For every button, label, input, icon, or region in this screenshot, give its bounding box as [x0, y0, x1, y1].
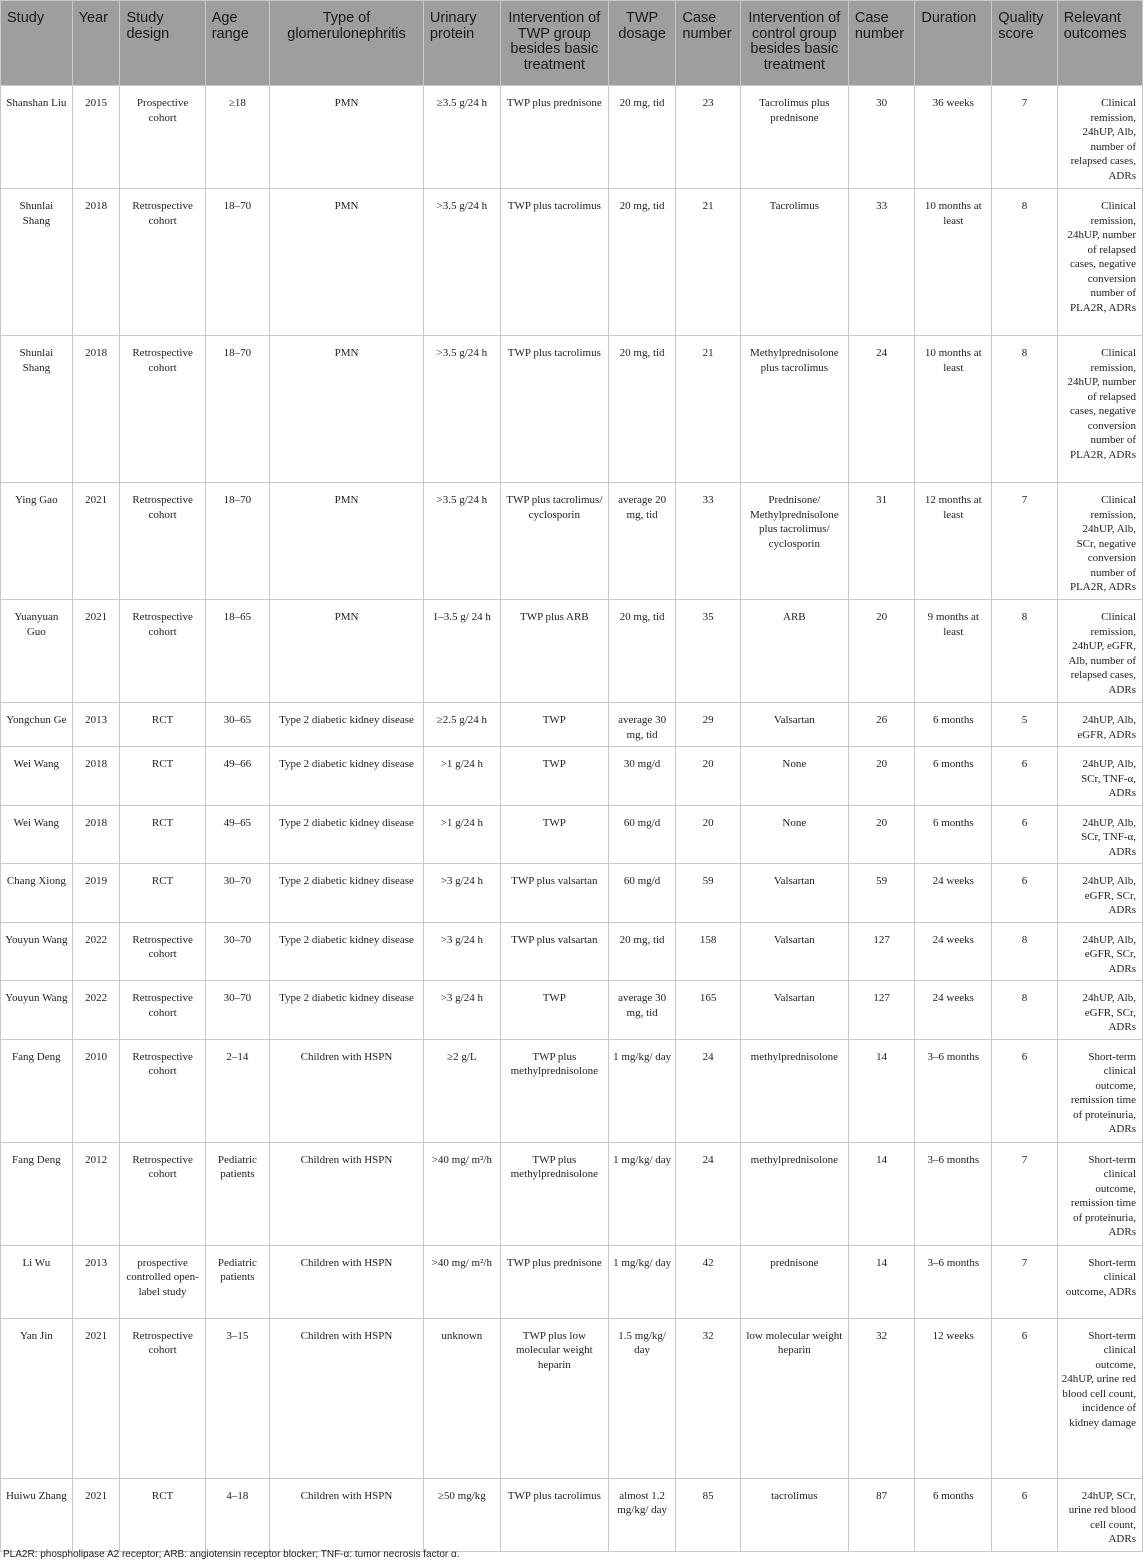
cell-age-range: 18–70 [205, 336, 269, 483]
cell-control-case-number: 14 [848, 1245, 915, 1318]
cell-control-case-number: 127 [848, 922, 915, 981]
cell-control-intervention: Valsartan [740, 922, 848, 981]
cell-duration: 12 months at least [915, 483, 992, 600]
cell-urinary-protein: 1–3.5 g/ 24 h [423, 600, 500, 703]
cell-duration: 6 months [915, 703, 992, 747]
cell-study: Fang Deng [1, 1039, 73, 1142]
cell-study-design: Retrospective cohort [120, 1039, 205, 1142]
cell-study-design: RCT [120, 1478, 205, 1551]
cell-age-range: 2–14 [205, 1039, 269, 1142]
cell-twp-dosage: 60 mg/d [608, 864, 676, 923]
cell-relevant-outcomes: 24hUP, Alb, SCr, TNF-α, ADRs [1057, 747, 1142, 806]
table-row [1, 922, 1143, 981]
cell-twp-case-number: 23 [676, 86, 740, 189]
cell-control-case-number: 14 [848, 1142, 915, 1245]
cell-relevant-outcomes: 24hUP, Alb, eGFR, SCr, ADRs [1057, 922, 1142, 981]
cell-duration: 6 months [915, 805, 992, 864]
cell-glomerulonephritis-type: Children with HSPN [270, 1142, 424, 1245]
cell-control-intervention: None [740, 805, 848, 864]
cell-study: Wei Wang [1, 747, 73, 806]
cell-twp-case-number: 158 [676, 922, 740, 981]
cell-urinary-protein: ≥3.5 g/24 h [423, 86, 500, 189]
cell-twp-intervention: TWP [500, 747, 608, 806]
cell-study-design: Retrospective cohort [120, 189, 205, 336]
cell-relevant-outcomes: 24hUP, Alb, eGFR, ADRs [1057, 703, 1142, 747]
table-row [1, 864, 1143, 923]
cell-control-intervention: Valsartan [740, 981, 848, 1040]
cell-quality-score: 7 [992, 86, 1057, 189]
cell-control-case-number: 87 [848, 1478, 915, 1551]
cell-relevant-outcomes: Short-term clinical outcome, remission time of proteinuria, ADRs [1057, 1039, 1142, 1142]
cell-duration: 9 months at least [915, 600, 992, 703]
cell-study-design: Retrospective cohort [120, 981, 205, 1040]
cell-twp-intervention: TWP plus tacrolimus [500, 336, 608, 483]
cell-year: 2021 [72, 600, 120, 703]
cell-twp-intervention: TWP plus prednisone [500, 86, 608, 189]
cell-study-design: RCT [120, 703, 205, 747]
cell-control-intervention: Prednisone/ Methylprednisolone plus tacrolimus/ cyclosporin [740, 483, 848, 600]
cell-twp-intervention: TWP plus tacrolimus/ cyclosporin [500, 483, 608, 600]
cell-glomerulonephritis-type: Type 2 diabetic kidney disease [270, 922, 424, 981]
cell-twp-case-number: 24 [676, 1039, 740, 1142]
cell-twp-dosage: almost 1.2 mg/kg/ day [608, 1478, 676, 1551]
cell-control-case-number: 32 [848, 1318, 915, 1478]
cell-urinary-protein: ≥2.5 g/24 h [423, 703, 500, 747]
cell-twp-dosage: 1 mg/kg/ day [608, 1142, 676, 1245]
cell-twp-intervention: TWP [500, 805, 608, 864]
cell-control-case-number: 24 [848, 336, 915, 483]
cell-twp-case-number: 85 [676, 1478, 740, 1551]
cell-twp-intervention: TWP plus tacrolimus [500, 189, 608, 336]
cell-quality-score: 5 [992, 703, 1057, 747]
cell-duration: 24 weeks [915, 922, 992, 981]
cell-control-case-number: 26 [848, 703, 915, 747]
cell-glomerulonephritis-type: Children with HSPN [270, 1318, 424, 1478]
table-row [1, 600, 1143, 703]
cell-quality-score: 8 [992, 189, 1057, 336]
cell-year: 2019 [72, 864, 120, 923]
cell-relevant-outcomes: Clinical remission, 24hUP, Alb, SCr, negative conversion number of PLA2R, ADRs [1057, 483, 1142, 600]
cell-duration: 24 weeks [915, 864, 992, 923]
cell-control-intervention: Valsartan [740, 864, 848, 923]
cell-year: 2021 [72, 483, 120, 600]
cell-control-intervention: None [740, 747, 848, 806]
cell-twp-intervention: TWP [500, 703, 608, 747]
cell-study-design: Retrospective cohort [120, 600, 205, 703]
header-twp-case-number: Case number [676, 1, 740, 86]
cell-study-design: Retrospective cohort [120, 483, 205, 600]
cell-twp-case-number: 33 [676, 483, 740, 600]
cell-relevant-outcomes: Short-term clinical outcome, 24hUP, urine red blood cell count, incidence of kidney damage [1057, 1318, 1142, 1478]
cell-twp-dosage: average 30 mg, tid [608, 981, 676, 1040]
header-study: Study [1, 1, 73, 86]
cell-quality-score: 8 [992, 600, 1057, 703]
cell-duration: 24 weeks [915, 981, 992, 1040]
cell-duration: 3–6 months [915, 1245, 992, 1318]
cell-study-design: RCT [120, 805, 205, 864]
cell-year: 2018 [72, 189, 120, 336]
cell-year: 2013 [72, 703, 120, 747]
cell-relevant-outcomes: Clinical remission, 24hUP, number of relapsed cases, negative conversion number of PLA2R, ADRs [1057, 189, 1142, 336]
cell-year: 2022 [72, 922, 120, 981]
table-header [1, 1, 1143, 86]
cell-relevant-outcomes: Clinical remission, 24hUP, Alb, number of relapsed cases, ADRs [1057, 86, 1142, 189]
cell-twp-case-number: 32 [676, 1318, 740, 1478]
cell-relevant-outcomes: Short-term clinical outcome, remission time of proteinuria, ADRs [1057, 1142, 1142, 1245]
table-row [1, 86, 1143, 189]
cell-study-design: RCT [120, 864, 205, 923]
cell-relevant-outcomes: Clinical remission, 24hUP, number of relapsed cases, negative conversion number of PLA2R, ADRs [1057, 336, 1142, 483]
cell-urinary-protein: >40 mg/ m²/h [423, 1142, 500, 1245]
cell-glomerulonephritis-type: PMN [270, 86, 424, 189]
cell-twp-intervention: TWP plus valsartan [500, 864, 608, 923]
cell-age-range: 18–70 [205, 189, 269, 336]
cell-relevant-outcomes: 24hUP, Alb, eGFR, SCr, ADRs [1057, 864, 1142, 923]
cell-twp-dosage: 1.5 mg/kg/ day [608, 1318, 676, 1478]
cell-urinary-protein: >3 g/24 h [423, 864, 500, 923]
cell-study: Huiwu Zhang [1, 1478, 73, 1551]
cell-control-intervention: Valsartan [740, 703, 848, 747]
cell-twp-dosage: 30 mg/d [608, 747, 676, 806]
cell-age-range: 18–70 [205, 483, 269, 600]
cell-quality-score: 7 [992, 1142, 1057, 1245]
cell-twp-case-number: 21 [676, 336, 740, 483]
cell-twp-intervention: TWP plus methylprednisolone [500, 1039, 608, 1142]
cell-quality-score: 8 [992, 922, 1057, 981]
cell-quality-score: 6 [992, 747, 1057, 806]
table-body [1, 86, 1143, 1552]
cell-year: 2018 [72, 747, 120, 806]
cell-twp-intervention: TWP plus methylprednisolone [500, 1142, 608, 1245]
cell-year: 2010 [72, 1039, 120, 1142]
cell-relevant-outcomes: Clinical remission, 24hUP, eGFR, Alb, number of relapsed cases, ADRs [1057, 600, 1142, 703]
header-study-design: Study design [120, 1, 205, 86]
cell-duration: 3–6 months [915, 1142, 992, 1245]
cell-control-case-number: 20 [848, 747, 915, 806]
cell-urinary-protein: >3 g/24 h [423, 981, 500, 1040]
cell-glomerulonephritis-type: Children with HSPN [270, 1039, 424, 1142]
cell-age-range: 30–70 [205, 864, 269, 923]
cell-control-case-number: 30 [848, 86, 915, 189]
cell-twp-case-number: 24 [676, 1142, 740, 1245]
table-row [1, 483, 1143, 600]
cell-quality-score: 6 [992, 864, 1057, 923]
cell-twp-intervention: TWP [500, 981, 608, 1040]
cell-twp-intervention: TWP plus tacrolimus [500, 1478, 608, 1551]
cell-twp-dosage: 20 mg, tid [608, 86, 676, 189]
header-control-case-number: Case number [848, 1, 915, 86]
cell-control-intervention: Methylprednisolone plus tacrolimus [740, 336, 848, 483]
cell-age-range: ≥18 [205, 86, 269, 189]
cell-twp-intervention: TWP plus low molecular weight heparin [500, 1318, 608, 1478]
header-glomerulonephritis-type: Type of glomerulonephritis [270, 1, 424, 86]
cell-quality-score: 7 [992, 483, 1057, 600]
cell-age-range: Pediatric patients [205, 1142, 269, 1245]
cell-year: 2021 [72, 1478, 120, 1551]
cell-twp-dosage: 20 mg, tid [608, 600, 676, 703]
cell-twp-case-number: 42 [676, 1245, 740, 1318]
cell-study: Shunlai Shang [1, 189, 73, 336]
table-row [1, 1039, 1143, 1142]
header-control-intervention: Intervention of control group besides basic treatment [740, 1, 848, 86]
cell-relevant-outcomes: 24hUP, Alb, SCr, TNF-α, ADRs [1057, 805, 1142, 864]
cell-twp-dosage: 1 mg/kg/ day [608, 1245, 676, 1318]
cell-twp-dosage: 20 mg, tid [608, 189, 676, 336]
cell-year: 2021 [72, 1318, 120, 1478]
cell-duration: 10 months at least [915, 189, 992, 336]
cell-relevant-outcomes: 24hUP, SCr, urine red blood cell count, ADRs [1057, 1478, 1142, 1551]
cell-duration: 6 months [915, 1478, 992, 1551]
cell-study: Yuanyuan Guo [1, 600, 73, 703]
table-row [1, 1478, 1143, 1551]
cell-twp-case-number: 59 [676, 864, 740, 923]
cell-twp-case-number: 165 [676, 981, 740, 1040]
cell-control-intervention: ARB [740, 600, 848, 703]
cell-year: 2015 [72, 86, 120, 189]
cell-study: Wei Wang [1, 805, 73, 864]
cell-study-design: Retrospective cohort [120, 1142, 205, 1245]
cell-age-range: Pediatric patients [205, 1245, 269, 1318]
cell-study-design: Retrospective cohort [120, 922, 205, 981]
cell-twp-case-number: 29 [676, 703, 740, 747]
cell-age-range: 49–66 [205, 747, 269, 806]
cell-control-intervention: methylprednisolone [740, 1142, 848, 1245]
cell-age-range: 30–70 [205, 922, 269, 981]
cell-urinary-protein: >3.5 g/24 h [423, 336, 500, 483]
cell-study-design: Retrospective cohort [120, 1318, 205, 1478]
cell-quality-score: 6 [992, 1478, 1057, 1551]
cell-quality-score: 6 [992, 805, 1057, 864]
cell-year: 2012 [72, 1142, 120, 1245]
table-row [1, 1245, 1143, 1318]
cell-glomerulonephritis-type: PMN [270, 600, 424, 703]
cell-duration: 6 months [915, 747, 992, 806]
cell-control-case-number: 127 [848, 981, 915, 1040]
cell-glomerulonephritis-type: Type 2 diabetic kidney disease [270, 703, 424, 747]
header-urinary-protein: Urinary protein [423, 1, 500, 86]
cell-quality-score: 8 [992, 981, 1057, 1040]
cell-year: 2018 [72, 336, 120, 483]
cell-duration: 10 months at least [915, 336, 992, 483]
cell-duration: 3–6 months [915, 1039, 992, 1142]
cell-control-case-number: 33 [848, 189, 915, 336]
cell-twp-dosage: 20 mg, tid [608, 336, 676, 483]
table-row [1, 336, 1143, 483]
cell-urinary-protein: >3 g/24 h [423, 922, 500, 981]
cell-urinary-protein: >40 mg/ m²/h [423, 1245, 500, 1318]
cell-glomerulonephritis-type: PMN [270, 189, 424, 336]
cell-control-intervention: methylprednisolone [740, 1039, 848, 1142]
cell-control-intervention: tacrolimus [740, 1478, 848, 1551]
cell-quality-score: 6 [992, 1039, 1057, 1142]
header-relevant-outcomes: Relevant outcomes [1057, 1, 1142, 86]
cell-study: Fang Deng [1, 1142, 73, 1245]
cell-twp-case-number: 35 [676, 600, 740, 703]
cell-urinary-protein: >3.5 g/24 h [423, 483, 500, 600]
cell-twp-case-number: 20 [676, 747, 740, 806]
table-row [1, 189, 1143, 336]
cell-control-case-number: 20 [848, 600, 915, 703]
cell-quality-score: 6 [992, 1318, 1057, 1478]
table-row [1, 805, 1143, 864]
cell-control-intervention: low molecular weight heparin [740, 1318, 848, 1478]
cell-glomerulonephritis-type: Type 2 diabetic kidney disease [270, 747, 424, 806]
cell-study: Youyun Wang [1, 981, 73, 1040]
cell-control-case-number: 31 [848, 483, 915, 600]
cell-relevant-outcomes: 24hUP, Alb, eGFR, SCr, ADRs [1057, 981, 1142, 1040]
cell-control-intervention: prednisone [740, 1245, 848, 1318]
table-row [1, 981, 1143, 1040]
cell-quality-score: 8 [992, 336, 1057, 483]
cell-twp-dosage: 60 mg/d [608, 805, 676, 864]
cell-relevant-outcomes: Short-term clinical outcome, ADRs [1057, 1245, 1142, 1318]
cell-twp-dosage: average 20 mg, tid [608, 483, 676, 600]
cell-twp-dosage: 1 mg/kg/ day [608, 1039, 676, 1142]
cell-duration: 12 weeks [915, 1318, 992, 1478]
cell-study: Chang Xiong [1, 864, 73, 923]
cell-study: Ying Gao [1, 483, 73, 600]
header-year: Year [72, 1, 120, 86]
cell-control-case-number: 14 [848, 1039, 915, 1142]
table-row [1, 747, 1143, 806]
table-footnote: PLA2R: phospholipase A2 receptor; ARB: angiotensin receptor blocker; TNF-α: tumor necrosis factor α. [3, 1549, 460, 1560]
cell-urinary-protein: ≥2 g/L [423, 1039, 500, 1142]
cell-study-design: Prospective cohort [120, 86, 205, 189]
cell-twp-case-number: 21 [676, 189, 740, 336]
cell-study: Yongchun Ge [1, 703, 73, 747]
cell-glomerulonephritis-type: PMN [270, 483, 424, 600]
cell-year: 2022 [72, 981, 120, 1040]
cell-study: Youyun Wang [1, 922, 73, 981]
cell-glomerulonephritis-type: Type 2 diabetic kidney disease [270, 864, 424, 923]
header-quality-score: Quality score [992, 1, 1057, 86]
cell-urinary-protein: >1 g/24 h [423, 747, 500, 806]
cell-twp-intervention: TWP plus prednisone [500, 1245, 608, 1318]
cell-age-range: 49–65 [205, 805, 269, 864]
table-row [1, 1318, 1143, 1478]
cell-glomerulonephritis-type: Type 2 diabetic kidney disease [270, 981, 424, 1040]
cell-age-range: 3–15 [205, 1318, 269, 1478]
cell-control-intervention: Tacrolimus [740, 189, 848, 336]
cell-glomerulonephritis-type: Children with HSPN [270, 1245, 424, 1318]
cell-age-range: 30–70 [205, 981, 269, 1040]
cell-twp-intervention: TWP plus valsartan [500, 922, 608, 981]
cell-twp-intervention: TWP plus ARB [500, 600, 608, 703]
header-duration: Duration [915, 1, 992, 86]
cell-study-design: RCT [120, 747, 205, 806]
cell-twp-dosage: average 30 mg, tid [608, 703, 676, 747]
cell-study-design: prospective controlled open-label study [120, 1245, 205, 1318]
cell-study: Shanshan Liu [1, 86, 73, 189]
cell-study: Yan Jin [1, 1318, 73, 1478]
cell-control-case-number: 20 [848, 805, 915, 864]
cell-age-range: 30–65 [205, 703, 269, 747]
table-row [1, 703, 1143, 747]
cell-urinary-protein: ≥50 mg/kg [423, 1478, 500, 1551]
cell-glomerulonephritis-type: Type 2 diabetic kidney disease [270, 805, 424, 864]
header-twp-dosage: TWP dosage [608, 1, 676, 86]
header-twp-intervention: Intervention of TWP group besides basic treatment [500, 1, 608, 86]
cell-duration: 36 weeks [915, 86, 992, 189]
cell-study: Shunlai Shang [1, 336, 73, 483]
cell-age-range: 18–65 [205, 600, 269, 703]
cell-study-design: Retrospective cohort [120, 336, 205, 483]
cell-glomerulonephritis-type: PMN [270, 336, 424, 483]
cell-quality-score: 7 [992, 1245, 1057, 1318]
cell-urinary-protein: unknown [423, 1318, 500, 1478]
cell-twp-case-number: 20 [676, 805, 740, 864]
cell-urinary-protein: >1 g/24 h [423, 805, 500, 864]
cell-urinary-protein: >3.5 g/24 h [423, 189, 500, 336]
cell-age-range: 4–18 [205, 1478, 269, 1551]
cell-twp-dosage: 20 mg, tid [608, 922, 676, 981]
cell-control-intervention: Tacrolimus plus prednisone [740, 86, 848, 189]
header-age-range: Age range [205, 1, 269, 86]
cell-year: 2013 [72, 1245, 120, 1318]
cell-control-case-number: 59 [848, 864, 915, 923]
cell-glomerulonephritis-type: Children with HSPN [270, 1478, 424, 1551]
table-row [1, 1142, 1143, 1245]
cell-study: Li Wu [1, 1245, 73, 1318]
cell-year: 2018 [72, 805, 120, 864]
